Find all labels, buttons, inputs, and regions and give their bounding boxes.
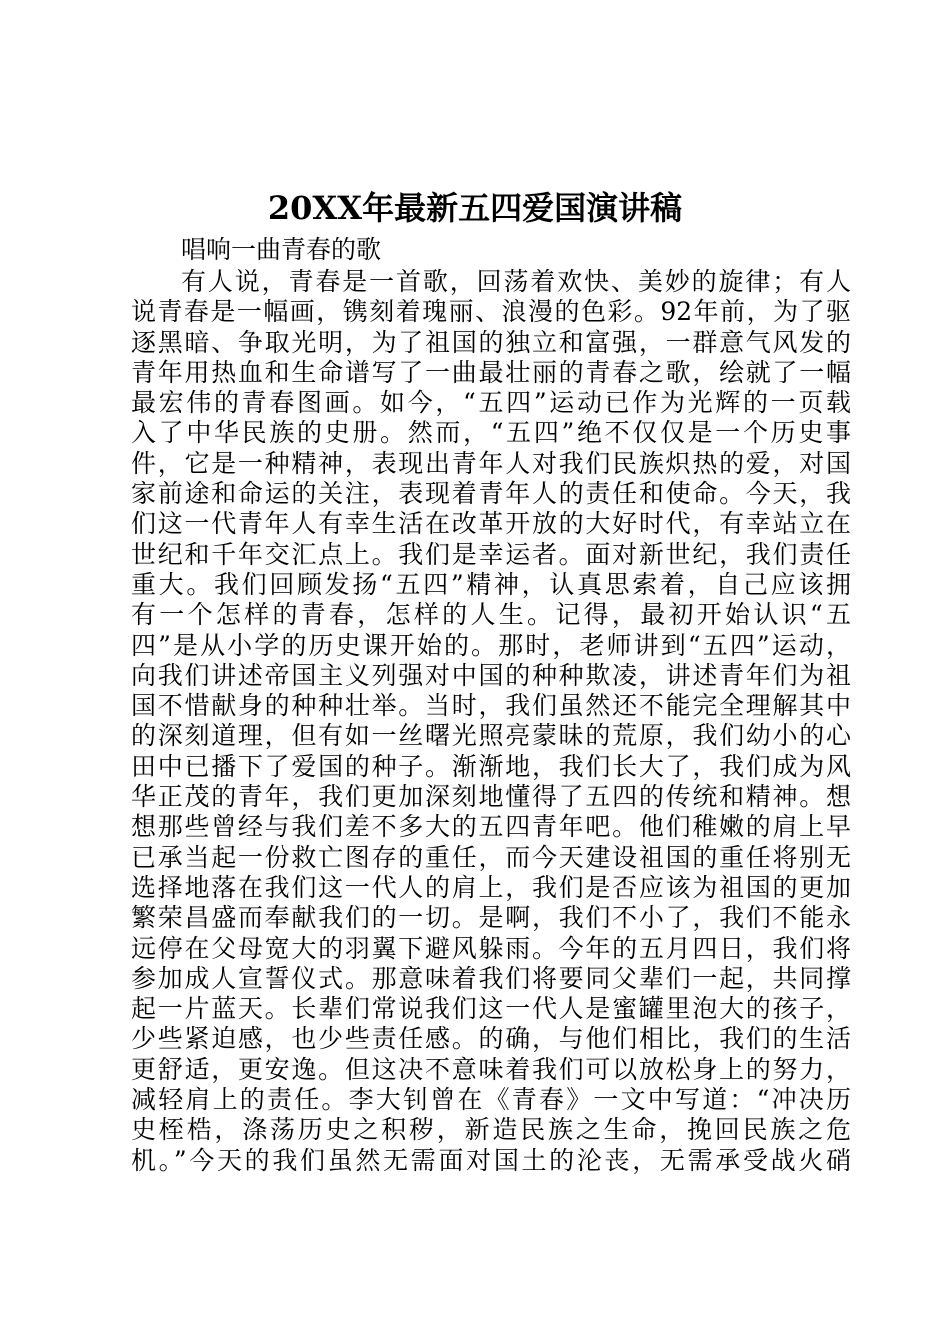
document-title: 20XX年最新五四爱国演讲稿 — [267, 189, 683, 227]
body-line: 参加成人宣誓仪式。那意味着我们将要同父辈们一起，共同撑 — [131, 963, 851, 993]
body-line: 机。”今天的我们虽然无需面对国土的沦丧，无需承受战火硝 — [131, 1145, 851, 1175]
body-line: 已承当起一份救亡图存的重任，而今天建设祖国的重任将别无 — [131, 842, 851, 872]
body-line: 国不惜献身的种种壮举。当时，我们虽然还不能完全理解其中 — [131, 691, 851, 721]
body-line: 说青春是一幅画，镌刻着瑰丽、浪漫的色彩。92年前，为了驱 — [131, 297, 851, 327]
body-line: 少些紧迫感，也少些责任感。的确，与他们相比，我们的生活 — [131, 1024, 851, 1054]
body-line: 逐黑暗、争取光明，为了祖国的独立和富强，一群意气风发的 — [131, 327, 851, 357]
body-line: 件，它是一种精神，表现出青年人对我们民族炽热的爱，对国 — [131, 448, 851, 478]
body-line: 减轻肩上的责任。李大钊曾在《青春》一文中写道：“冲决历 — [131, 1085, 851, 1115]
body-line: 想那些曾经与我们差不多大的五四青年吧。他们稚嫩的肩上早 — [131, 812, 851, 842]
body-line: 家前途和命运的关注，表现着青年人的责任和使命。今天，我 — [131, 479, 851, 509]
body-line: 重大。我们回顾发扬“五四”精神，认真思索着，自己应该拥 — [131, 569, 851, 599]
body-line: 选择地落在我们这一代人的肩上，我们是否应该为祖国的更加 — [131, 872, 851, 902]
body-line: 的深刻道理，但有如一丝曙光照亮蒙昧的荒原，我们幼小的心 — [131, 721, 851, 751]
document-subtitle: 唱响一曲青春的歌 — [181, 235, 382, 264]
body-line: 们这一代青年人有幸生活在改革开放的大好时代，有幸站立在 — [131, 509, 851, 539]
document-body — [131, 267, 851, 1176]
body-line: 远停在父母宽大的羽翼下避风躲雨。今年的五月四日，我们将 — [131, 933, 851, 963]
body-line: 青年用热血和生命谱写了一曲最壮丽的青春之歌，绘就了一幅 — [131, 357, 851, 387]
body-line: 更舒适，更安逸。但这决不意味着我们可以放松身上的努力， — [131, 1054, 851, 1084]
body-line: 最宏伟的青春图画。如今，“五四”运动已作为光辉的一页载 — [131, 388, 851, 418]
body-line: 有一个怎样的青春，怎样的人生。记得，最初开始认识“五 — [131, 600, 851, 630]
body-line: 世纪和千年交汇点上。我们是幸运者。面对新世纪，我们责任 — [131, 539, 851, 569]
body-line: 华正茂的青年，我们更加深刻地懂得了五四的传统和精神。想 — [131, 782, 851, 812]
body-line: 入了中华民族的史册。然而，“五四”绝不仅仅是一个历史事 — [131, 418, 851, 448]
body-line: 田中已播下了爱国的种子。渐渐地，我们长大了，我们成为风 — [131, 751, 851, 781]
body-line: 四”是从小学的历史课开始的。那时，老师讲到“五四”运动， — [131, 630, 851, 660]
body-line: 起一片蓝天。长辈们常说我们这一代人是蜜罐里泡大的孩子， — [131, 994, 851, 1024]
body-line: 繁荣昌盛而奉献我们的一切。是啊，我们不小了，我们不能永 — [131, 903, 851, 933]
body-line: 有人说，青春是一首歌，回荡着欢快、美妙的旋律；有人 — [181, 267, 851, 296]
body-line: 向我们讲述帝国主义列强对中国的种种欺凌，讲述青年们为祖 — [131, 660, 851, 690]
body-line: 史桎梏，涤荡历史之积秽，新造民族之生命，挽回民族之危 — [131, 1115, 851, 1145]
